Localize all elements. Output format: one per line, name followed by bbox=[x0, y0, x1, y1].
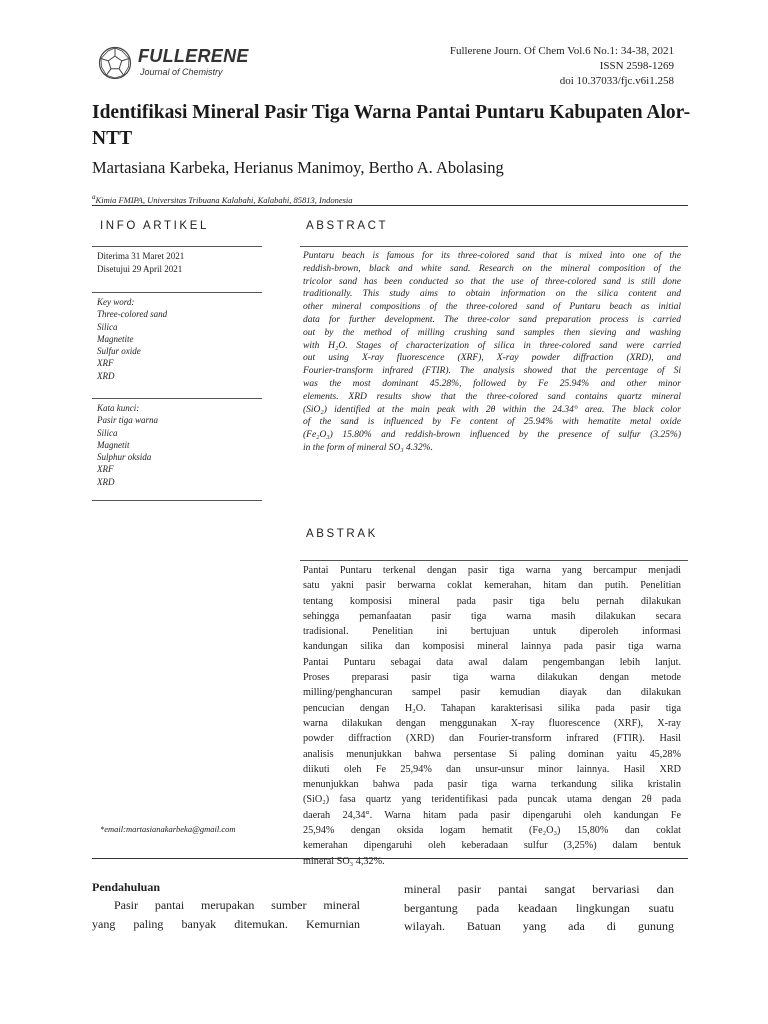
katakunci-item: XRD bbox=[97, 476, 115, 487]
body-column-left bbox=[92, 896, 360, 933]
abstract-line: in the form of mineral SO₃ 4.32%. bbox=[303, 442, 433, 453]
keyword: Three-colored sand bbox=[97, 309, 168, 320]
body-line: Pasir pantai merupakan sumber mineral bbox=[114, 898, 360, 912]
abstrak-line: satu yakni pasir berwarna coklat kemerahan, hitam dan putih. Penelitian bbox=[303, 580, 681, 592]
abstract-line: out by the method of milling crushing sand samples then sieving and washing bbox=[303, 327, 681, 338]
journal-citation: Fullerene Journ. Of Chem Vol.6 No.1: 34-38, 2021 bbox=[449, 45, 674, 57]
abstract-bottom-divider bbox=[92, 858, 688, 859]
abstract-line: Fourier-transform infrared (FTIR). The analysis showed that the percentage of Si bbox=[303, 366, 681, 377]
abstrak-line: daerah 24,34°. Warna hitam pada pasir dipengaruhi oleh kandungan Fe bbox=[303, 809, 681, 821]
affiliation bbox=[92, 193, 353, 205]
abstract-line: Puntaru beach is famous for its three-colored sand that is mixed into one of the bbox=[303, 251, 681, 261]
abstract-line: of the sand is influenced by Fe content of 25.94% with hematite metal oxide bbox=[303, 417, 681, 428]
keyword: Silica bbox=[97, 321, 118, 332]
keywords-label: Key word: bbox=[97, 297, 135, 307]
affiliation-text: Kimia FMIPA, Universitas Tribuana Kalabahi, Kalabahi, 85813, Indonesia bbox=[95, 194, 353, 205]
keywords-list bbox=[97, 296, 167, 382]
keyword: Magnetite bbox=[97, 333, 134, 344]
abstrak-line: kemerahan dipengaruhi oleh keberadaan sulfur (3,25%) dalam bentuk bbox=[303, 840, 681, 852]
abstract-line: with H₂O. Stages of characterization of silica in three-colored sand were carried bbox=[303, 340, 681, 351]
abstrak-line: diikuti oleh Fe 25,94% dan unsur-unsur minor lainnya. Hasil XRD bbox=[303, 763, 681, 775]
abstract-line: elements. XRD results show that the three-colored sand contains quartz mineral bbox=[303, 391, 681, 402]
abstrak-heading: ABSTRAK bbox=[306, 528, 378, 540]
keyword: XRD bbox=[97, 370, 115, 381]
affiliation-mark: a bbox=[92, 193, 96, 201]
journal-subtitle: Journal of Chemistry bbox=[140, 67, 223, 77]
katakunci-item: Pasir tiga warna bbox=[97, 415, 159, 426]
abstrak-line: Pantai Puntaru terkenal dengan pasir tiga warna yang bercampur menjadi bbox=[303, 565, 681, 576]
abstract-line: (Fe₂O₃) 15.80% and reddish-brown influenced by the presence of sulfur (3.25%) bbox=[303, 430, 681, 441]
katakunci-label: Kata kunci: bbox=[97, 403, 140, 413]
keyword: Sulfur oxide bbox=[97, 346, 141, 357]
abstrak-line: mineral SO₃ 4,32%. bbox=[303, 855, 385, 867]
abstrak-line: 25,94% dengan oksida logam hematit (Fe₂O₃) 15,80% dan coklat bbox=[303, 825, 681, 837]
body-line: wilayah. Batuan yang ada di gunung bbox=[404, 919, 674, 933]
accepted-date: Disetujui 29 April 2021 bbox=[97, 264, 183, 274]
abstract-body bbox=[303, 250, 681, 455]
abstract-line: (SiO₂) identified at the main peak with 2θ within the 24.34° area. The black color bbox=[303, 404, 681, 415]
journal-brand: FULLERENE bbox=[138, 46, 249, 66]
paper-title: Identifikasi Mineral Pasir Tiga Warna Pantai Puntaru Kabupaten Alor-NTT bbox=[92, 102, 691, 149]
abstrak-line: sehingga pemanfaatan pasir tiga warna masih dilakukan secara bbox=[303, 610, 681, 622]
divider bbox=[92, 500, 262, 501]
divider bbox=[300, 246, 688, 247]
section-heading: Pendahuluan bbox=[92, 880, 161, 894]
abstrak-line: Proses preparasi pasir tiga warna dilakukan dengan metode bbox=[303, 672, 681, 684]
abstract-line: out using X-ray fluorescence (XRF), X-ray powder diffraction (XRD), and bbox=[303, 353, 681, 364]
abstrak-line: tentang komposisi mineral pada pasir tiga belu pernah dilakukan bbox=[303, 595, 681, 607]
journal-issn: ISSN 2598-1269 bbox=[599, 60, 674, 72]
abstract-line: was the most dominant 45.28%, followed by Fe 25.94% and other minor bbox=[303, 378, 681, 389]
katakunci-item: Magnetit bbox=[97, 439, 130, 450]
abstract-line: other mineral compositions of the three-colored sand of Puntaru beach as initial bbox=[303, 302, 681, 313]
header-divider bbox=[92, 205, 688, 206]
journal-info bbox=[450, 44, 674, 89]
corresponding-email[interactable]: *email:martasianakarbeka@gmail.com bbox=[100, 824, 236, 834]
abstrak-line: pencucian dengan H₂O. Tahapan karakterisasi silika pada pasir tiga bbox=[303, 702, 681, 714]
paper-authors: Martasiana Karbeka, Herianus Manimoy, Bertho A. Abolasing bbox=[92, 158, 504, 177]
katakunci-item: Silica bbox=[97, 427, 118, 438]
divider bbox=[92, 398, 262, 399]
katakunci-item: XRF bbox=[97, 464, 114, 475]
abstrak-line: Pantai Puntaru sebagai data awal dalam pengembangan lebih lanjut. bbox=[303, 656, 681, 668]
abstrak-line: analisis menunjukkan bahwa persentase Si paling dominan yaitu 45,28% bbox=[303, 748, 681, 760]
abstrak-line: kandungan silika dan komposisi mineral lainnya pada pasir tiga warna bbox=[303, 641, 681, 653]
abstrak-line: warna dilakukan dengan menggunakan X-ray fluorescence (XRF), X-ray bbox=[303, 717, 681, 729]
abstract-heading: ABSTRACT bbox=[306, 220, 389, 232]
abstrak-line: powder diffraction (XRD) dan Fourier-transform infrared (FTIR). Hasil bbox=[303, 733, 681, 745]
body-line: bergantung pada keadaan lingkungan suatu bbox=[404, 900, 674, 915]
abstract-line: data for further development. The three-color sand preparation process is carried bbox=[303, 314, 681, 325]
abstrak-line: (SiO₂) fasa quartz yang teridentifikasi pada puncak utama dengan 2θ pada bbox=[303, 794, 681, 806]
body-line: mineral pasir pantai sangat bervariasi dan bbox=[404, 882, 674, 896]
journal-doi[interactable]: doi 10.37033/fjc.v6i1.258 bbox=[559, 75, 674, 87]
article-dates bbox=[97, 250, 184, 276]
abstrak-body bbox=[303, 563, 681, 869]
abstrak-line: tradisional. Penelitian ini bertujuan untuk diperoleh informasi bbox=[303, 626, 681, 638]
abstract-line: traditionally. This study aims to obtain information on the silica content and bbox=[303, 289, 681, 300]
katakunci-item: Sulphur oksida bbox=[97, 452, 152, 463]
abstract-line: tricolor sand has been conducted so that the use of three-colored sand is still done bbox=[303, 276, 681, 287]
abstrak-line: menunjukkan bahwa pada pasir tiga warna terkandung silika kristalin bbox=[303, 779, 681, 791]
katakunci-list bbox=[97, 402, 158, 488]
fullerene-ball-icon bbox=[98, 46, 132, 80]
received-date: Diterima 31 Maret 2021 bbox=[97, 251, 185, 261]
keyword: XRF bbox=[97, 358, 114, 369]
body-line: yang paling banyak ditemukan. Kemurnian bbox=[92, 916, 360, 931]
abstrak-line: milling/penghancuran sampel pasir kemudian diayak dan dilakukan bbox=[303, 687, 681, 699]
divider bbox=[300, 560, 688, 561]
article-info-heading: INFO ARTIKEL bbox=[100, 220, 209, 232]
journal-logo bbox=[98, 44, 249, 84]
divider bbox=[92, 292, 262, 293]
abstract-line: reddish-brown, black and white sand. Research on the mineral composition of the bbox=[303, 263, 681, 274]
divider bbox=[92, 246, 262, 247]
body-column-right bbox=[404, 880, 674, 936]
